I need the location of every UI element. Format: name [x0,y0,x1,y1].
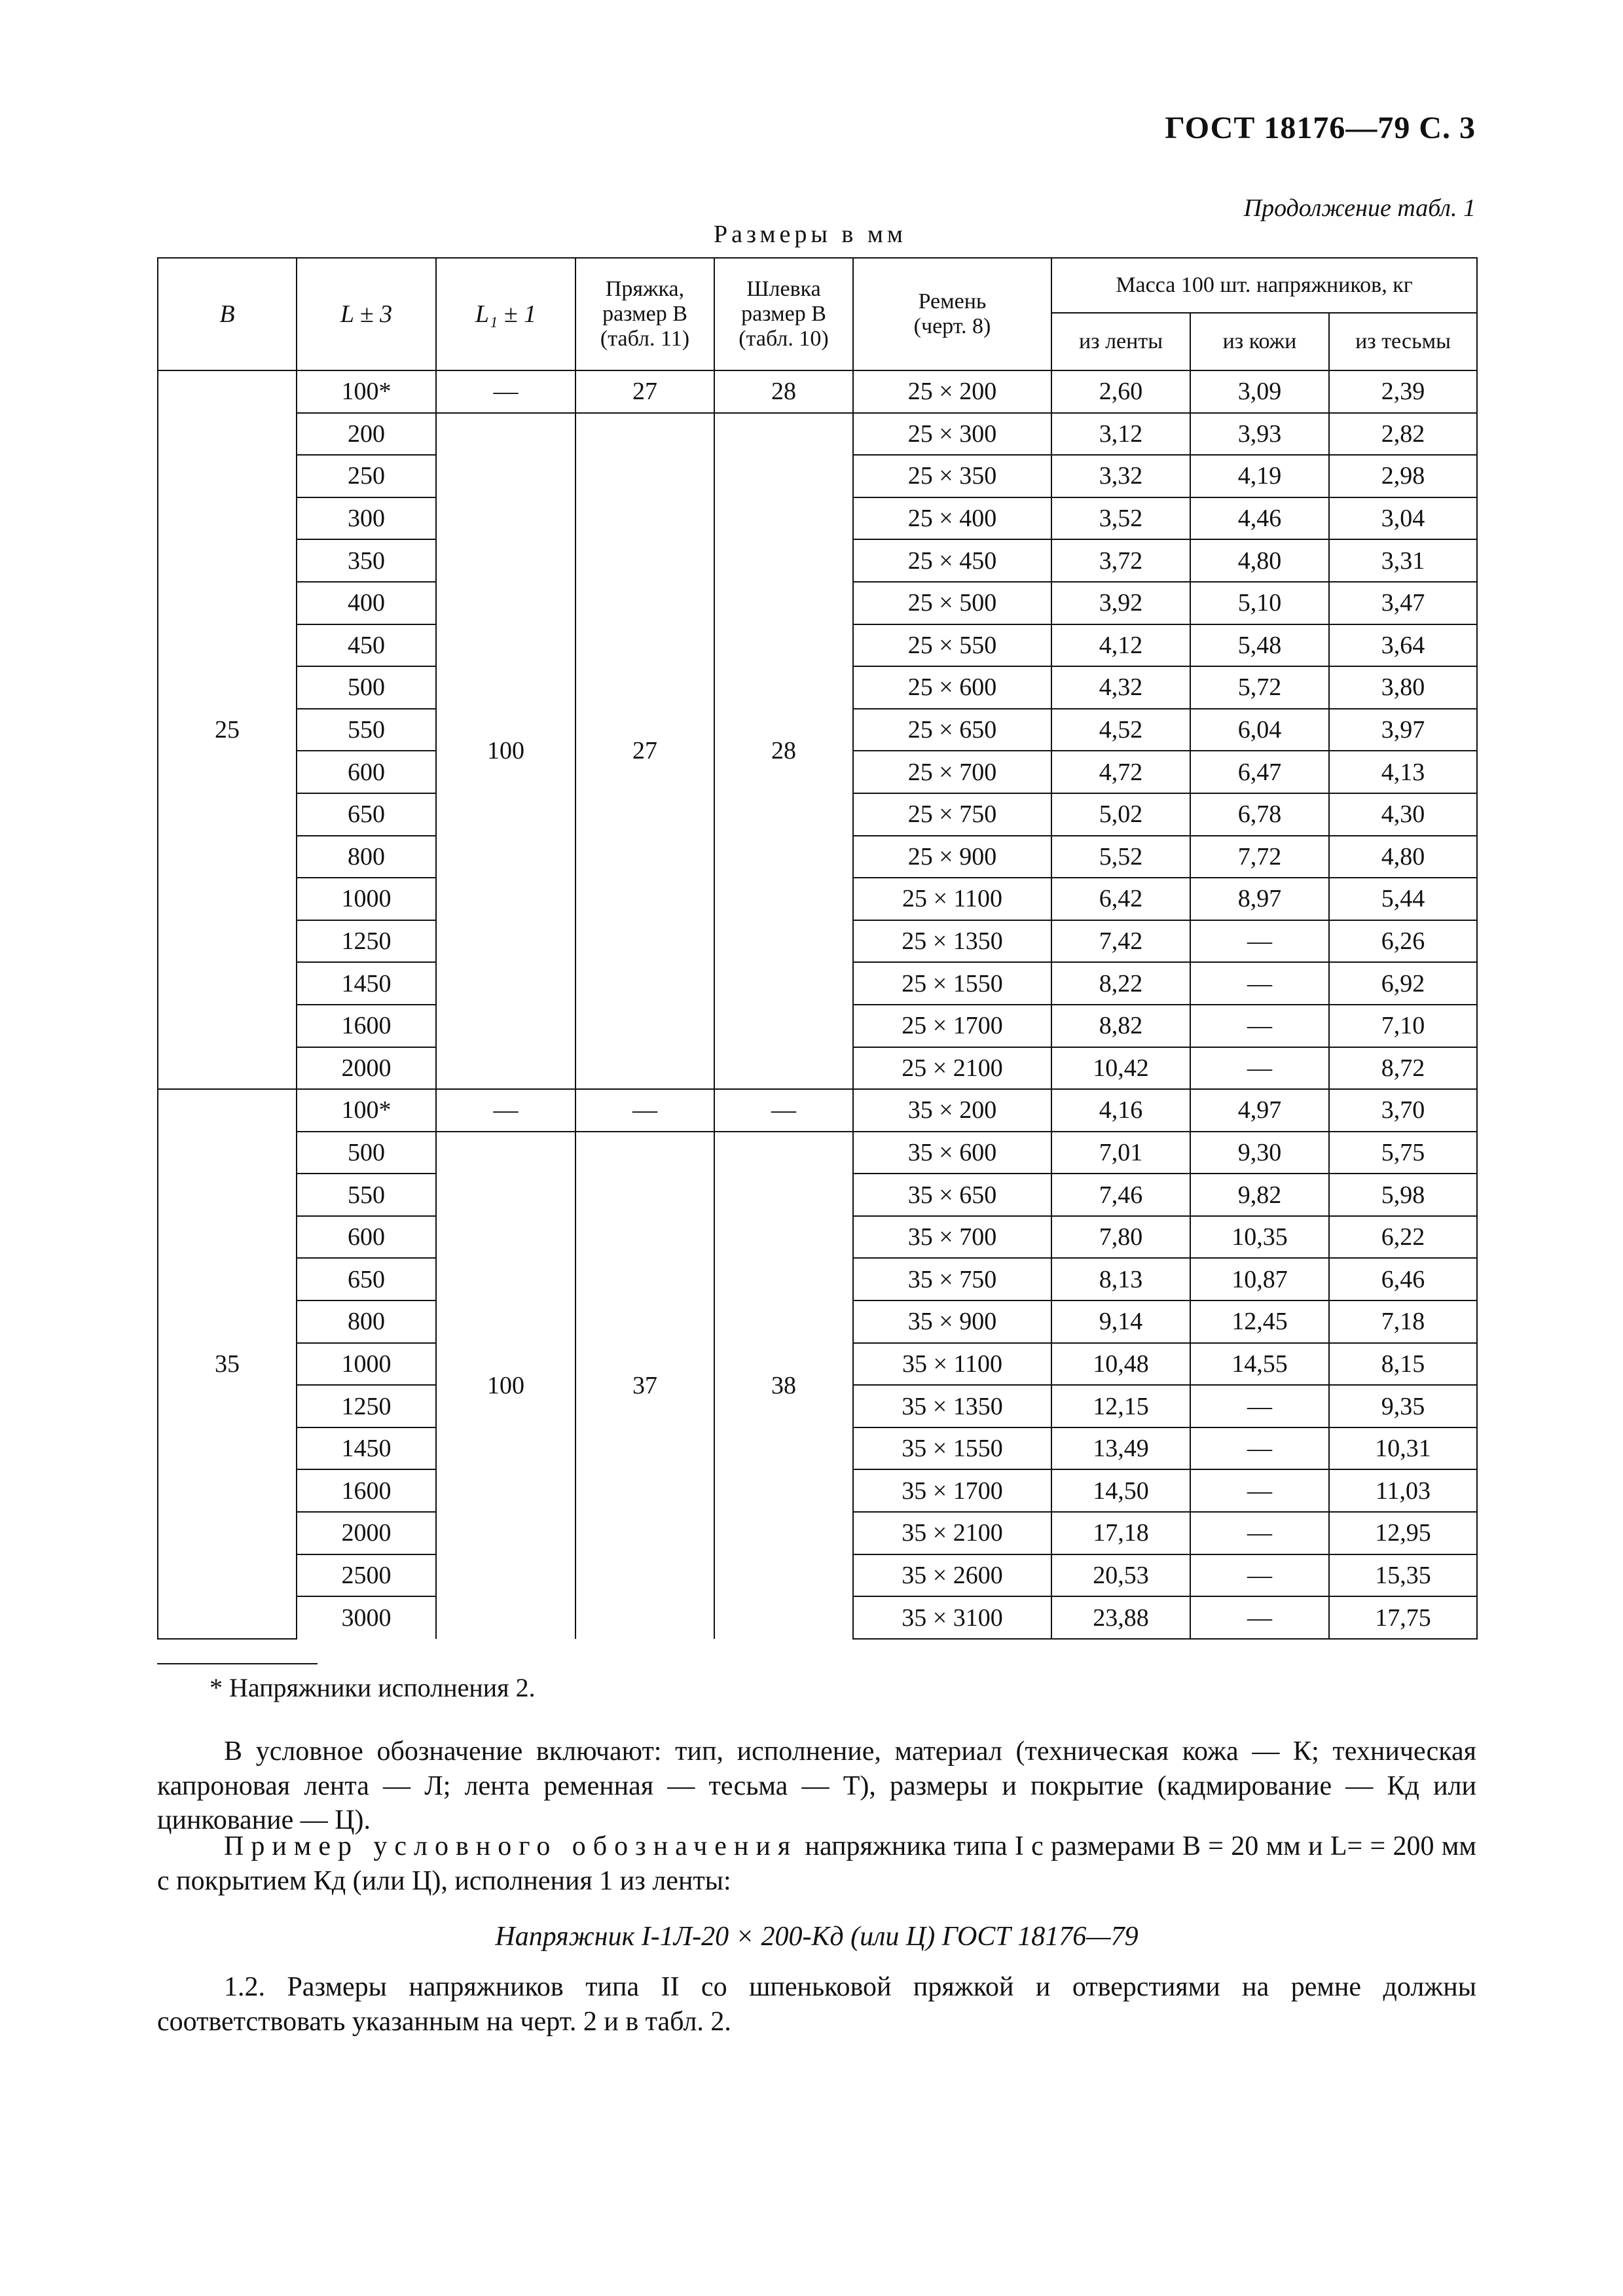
cell-leather: 6,47 [1190,751,1329,793]
cell-leather: 12,45 [1190,1300,1329,1343]
cell-buckle: 27 [575,413,714,1090]
cell-strap: 35 × 650 [853,1174,1051,1216]
example-text: напряжника типа I с размерами B = 20 мм и L= = 200 мм с покрытием Кд (или Ц), исполнения 1 из ленты: [157,1831,1476,1896]
cell-l: 100* [297,370,436,413]
cell-l1: — [436,370,575,413]
cell-tape: 4,72 [1051,751,1190,793]
cell-leather: — [1190,1469,1329,1512]
cell-tape: 3,12 [1051,413,1190,456]
cell-strap: 25 × 2100 [853,1047,1051,1090]
cell-strap: 35 × 1100 [853,1343,1051,1386]
cell-leather: 9,30 [1190,1132,1329,1174]
cell-buckle: 27 [575,370,714,413]
cell-strap: 35 × 750 [853,1258,1051,1300]
designation-paragraph: В условное обозначение включают: тип, исполнение, материал (техническая кожа — К; техническая капроновая лента — Л; лента ременная — тесьма — Т), размеры и покрытие (кадмирование — Кд или цинкование — Ц). [157,1736,1476,1835]
cell-tape: 10,42 [1051,1047,1190,1090]
cell-webbing: 6,22 [1329,1216,1477,1259]
cell-l: 300 [297,497,436,540]
cell-l: 600 [297,1216,436,1259]
cell-webbing: 7,18 [1329,1300,1477,1343]
cell-leather: 5,10 [1190,582,1329,624]
cell-l: 600 [297,751,436,793]
header-loop: Шлевка размер B (табл. 10) [714,258,853,370]
cell-leather: 9,82 [1190,1174,1329,1216]
cell-l1: — [436,1089,575,1132]
footnote-rule [157,1663,318,1664]
cell-webbing: 3,97 [1329,709,1477,751]
cell-webbing: 5,44 [1329,878,1477,920]
cell-webbing: 3,47 [1329,582,1477,624]
cell-webbing: 2,39 [1329,370,1477,413]
cell-buckle: 37 [575,1132,714,1639]
cell-l: 550 [297,1174,436,1216]
cell-leather: 5,48 [1190,624,1329,667]
cell-webbing: 6,26 [1329,920,1477,963]
cell-strap: 25 × 200 [853,370,1051,413]
cell-l: 1450 [297,1427,436,1470]
cell-strap: 35 × 1700 [853,1469,1051,1512]
cell-loop: — [714,1089,853,1132]
cell-leather: 7,72 [1190,836,1329,878]
cell-strap: 25 × 350 [853,455,1051,497]
cell-l: 1250 [297,920,436,963]
cell-strap: 25 × 1700 [853,1005,1051,1047]
cell-strap: 35 × 1550 [853,1427,1051,1470]
cell-leather: 4,80 [1190,539,1329,582]
cell-webbing: 11,03 [1329,1469,1477,1512]
cell-l: 2500 [297,1554,436,1597]
dimensions-table [157,257,1478,1640]
cell-webbing: 4,13 [1329,751,1477,793]
cell-webbing: 3,31 [1329,539,1477,582]
cell-loop: 28 [714,413,853,1090]
cell-leather: 6,04 [1190,709,1329,751]
cell-l: 200 [297,413,436,456]
cell-loop: 28 [714,370,853,413]
cell-l: 350 [297,539,436,582]
cell-webbing: 2,82 [1329,413,1477,456]
header-buckle: Пряжка, размер B (табл. 11) [575,258,714,370]
cell-webbing: 17,75 [1329,1596,1477,1639]
table-row [158,1089,1477,1132]
cell-l1: 100 [436,413,575,1090]
cell-leather: 10,87 [1190,1258,1329,1300]
cell-buckle: — [575,1089,714,1132]
cell-l: 800 [297,836,436,878]
cell-l: 100* [297,1089,436,1132]
cell-leather: 3,93 [1190,413,1329,456]
cell-tape: 4,32 [1051,666,1190,709]
section-1-2-paragraph: 1.2. Размеры напряжников типа II со шпеньковой пряжкой и отверстиями на ремне должны соответствовать указанным на черт. 2 и в табл. 2. [157,1972,1476,2037]
cell-webbing: 9,35 [1329,1385,1477,1427]
cell-webbing: 3,04 [1329,497,1477,540]
cell-l: 400 [297,582,436,624]
cell-tape: 7,01 [1051,1132,1190,1174]
cell-l: 1250 [297,1385,436,1427]
cell-webbing: 5,75 [1329,1132,1477,1174]
cell-strap: 25 × 1350 [853,920,1051,963]
header-mass-leather: из кожи [1190,313,1329,370]
cell-tape: 7,80 [1051,1216,1190,1259]
header-mass: Масса 100 шт. напряжников, кг [1051,258,1477,313]
cell-strap: 35 × 1350 [853,1385,1051,1427]
cell-tape: 4,52 [1051,709,1190,751]
cell-webbing: 8,72 [1329,1047,1477,1090]
cell-leather: 10,35 [1190,1216,1329,1259]
cell-tape: 8,82 [1051,1005,1190,1047]
cell-tape: 8,13 [1051,1258,1190,1300]
cell-strap: 25 × 1550 [853,962,1051,1005]
cell-webbing: 6,92 [1329,962,1477,1005]
table-continuation-label: Продолжение табл. 1 [1243,194,1476,222]
example-heading: Пример условного обозначения [224,1831,798,1861]
cell-strap: 35 × 2100 [853,1512,1051,1554]
cell-leather: — [1190,1554,1329,1597]
cell-l: 650 [297,1258,436,1300]
table-header [158,258,1477,370]
cell-strap: 35 × 3100 [853,1596,1051,1639]
cell-leather: — [1190,920,1329,963]
cell-strap: 25 × 450 [853,539,1051,582]
footnote: * Напряжники исполнения 2. [210,1673,536,1702]
cell-l1: 100 [436,1132,575,1639]
units-caption: Размеры в мм [714,221,907,248]
cell-leather: — [1190,1596,1329,1639]
cell-l: 500 [297,1132,436,1174]
cell-l: 2000 [297,1512,436,1554]
cell-l: 2000 [297,1047,436,1090]
cell-strap: 35 × 900 [853,1300,1051,1343]
cell-leather: — [1190,1385,1329,1427]
header-strap: Ремень (черт. 8) [853,258,1051,370]
cell-l: 450 [297,624,436,667]
header-l: L ± 3 [297,258,436,370]
cell-tape: 23,88 [1051,1596,1190,1639]
cell-webbing: 10,31 [1329,1427,1477,1470]
cell-loop: 38 [714,1132,853,1639]
cell-leather: 5,72 [1190,666,1329,709]
cell-strap: 25 × 300 [853,413,1051,456]
cell-strap: 25 × 750 [853,793,1051,836]
cell-leather: 14,55 [1190,1343,1329,1386]
cell-leather: 8,97 [1190,878,1329,920]
table-row [158,413,1477,456]
cell-tape: 4,12 [1051,624,1190,667]
table-row [158,370,1477,413]
cell-strap: 25 × 500 [853,582,1051,624]
cell-leather: 4,46 [1190,497,1329,540]
cell-leather: — [1190,1512,1329,1554]
cell-l: 250 [297,455,436,497]
cell-leather: — [1190,1005,1329,1047]
cell-tape: 17,18 [1051,1512,1190,1554]
table-row [158,1132,1477,1174]
cell-tape: 5,52 [1051,836,1190,878]
cell-tape: 20,53 [1051,1554,1190,1597]
header-mass-webbing: из тесьмы [1329,313,1477,370]
cell-tape: 7,46 [1051,1174,1190,1216]
cell-webbing: 8,15 [1329,1343,1477,1386]
cell-webbing: 7,10 [1329,1005,1477,1047]
cell-webbing: 15,35 [1329,1554,1477,1597]
cell-leather: — [1190,1427,1329,1470]
cell-strap: 25 × 650 [853,709,1051,751]
example-paragraph [157,1829,1476,1898]
cell-tape: 5,02 [1051,793,1190,836]
cell-l: 500 [297,666,436,709]
cell-strap: 35 × 200 [853,1089,1051,1132]
cell-tape: 12,15 [1051,1385,1190,1427]
cell-leather: 6,78 [1190,793,1329,836]
cell-strap: 35 × 700 [853,1216,1051,1259]
cell-l: 1600 [297,1005,436,1047]
cell-strap: 35 × 600 [853,1132,1051,1174]
cell-l: 1000 [297,1343,436,1386]
cell-tape: 8,22 [1051,962,1190,1005]
cell-tape: 9,14 [1051,1300,1190,1343]
cell-leather: 4,97 [1190,1089,1329,1132]
header-mass-tape: из ленты [1051,313,1190,370]
cell-l: 3000 [297,1596,436,1639]
cell-tape: 10,48 [1051,1343,1190,1386]
cell-webbing: 3,64 [1329,624,1477,667]
cell-strap: 25 × 900 [853,836,1051,878]
cell-leather: 4,19 [1190,455,1329,497]
cell-webbing: 5,98 [1329,1174,1477,1216]
cell-tape: 2,60 [1051,370,1190,413]
cell-l: 1000 [297,878,436,920]
document-code: ГОСТ 18176—79 С. 3 [1165,111,1476,145]
cell-strap: 25 × 550 [853,624,1051,667]
cell-b: 25 [158,370,297,1089]
cell-leather: 3,09 [1190,370,1329,413]
cell-leather: — [1190,1047,1329,1090]
cell-strap: 35 × 2600 [853,1554,1051,1597]
cell-webbing: 3,70 [1329,1089,1477,1132]
cell-strap: 25 × 1100 [853,878,1051,920]
cell-tape: 4,16 [1051,1089,1190,1132]
cell-l: 1450 [297,962,436,1005]
cell-webbing: 12,95 [1329,1512,1477,1554]
cell-tape: 14,50 [1051,1469,1190,1512]
cell-b: 35 [158,1089,297,1639]
cell-l: 650 [297,793,436,836]
cell-tape: 7,42 [1051,920,1190,963]
cell-tape: 6,42 [1051,878,1190,920]
cell-strap: 25 × 600 [853,666,1051,709]
header-b: B [158,258,297,370]
cell-strap: 25 × 700 [853,751,1051,793]
cell-l: 550 [297,709,436,751]
cell-webbing: 4,80 [1329,836,1477,878]
cell-tape: 3,32 [1051,455,1190,497]
cell-tape: 13,49 [1051,1427,1190,1470]
cell-strap: 25 × 400 [853,497,1051,540]
cell-webbing: 3,80 [1329,666,1477,709]
cell-tape: 3,72 [1051,539,1190,582]
cell-leather: — [1190,962,1329,1005]
example-designation: Напряжник I-1Л-20 × 200-Кд (или Ц) ГОСТ 18176—79 [495,1922,1139,1952]
header-l1: L₁ ± 1 [436,258,575,370]
cell-l: 1600 [297,1469,436,1512]
cell-tape: 3,52 [1051,497,1190,540]
table-body [158,370,1477,1639]
cell-l: 800 [297,1300,436,1343]
cell-webbing: 6,46 [1329,1258,1477,1300]
cell-tape: 3,92 [1051,582,1190,624]
cell-webbing: 4,30 [1329,793,1477,836]
cell-webbing: 2,98 [1329,455,1477,497]
